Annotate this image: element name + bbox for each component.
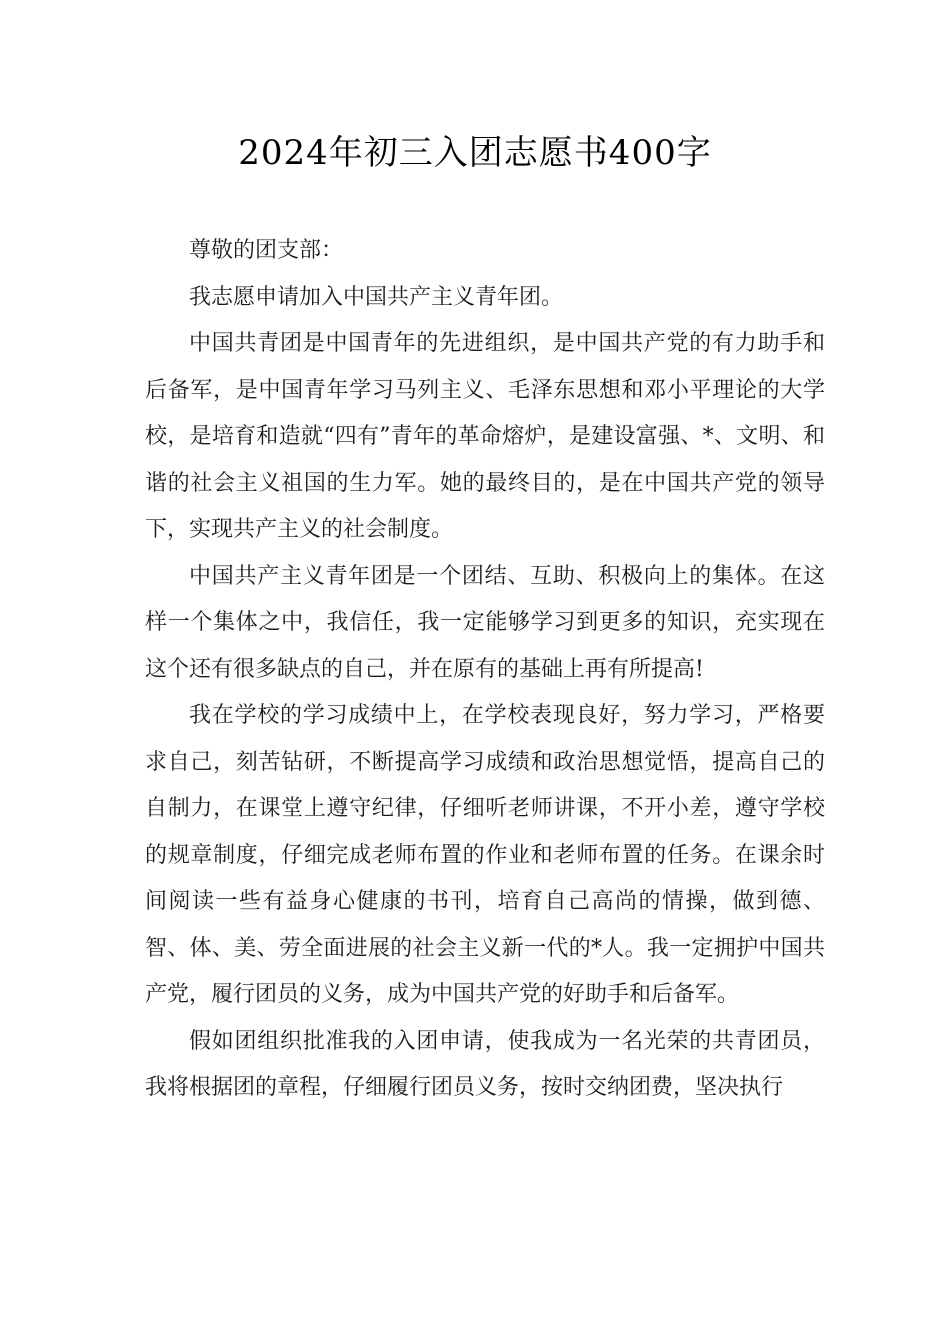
paragraph-3: 中国共产主义青年团是一个团结、互助、积极向上的集体。在这样一个集体之中，我信任，我一定能够学习到更多的知识，充实现在这个还有很多缺点的自己，并在原有的基础上再有所提高!	[145, 563, 825, 682]
salutation: 尊敬的团支部：	[189, 238, 344, 263]
document-title: 2024年初三入团志愿书400字	[238, 133, 712, 173]
paragraph-2: 中国共青团是中国青年的先进组织，是中国共产党的有力助手和后备军，是中国青年学习马列主义、毛泽东思想和邓小平理论的大学校，是培育和造就“四有”青年的革命熔炉，是建设富强、*、文明、和谐的社会主义祖国的生力军。她的最终目的，是在中国共产党的领导下，实现共产主义的社会制度。	[145, 331, 825, 542]
document-body	[145, 228, 825, 1112]
paragraph-4: 我在学校的学习成绩中上，在学校表现良好，努力学习，严格要求自己，刻苦钻研，不断提高学习成绩和政治思想觉悟，提高自己的自制力，在课堂上遵守纪律，仔细听老师讲课，不开小差，遵守学校的规章制度，仔细完成老师布置的作业和老师布置的任务。在课余时间阅读一些有益身心健康的书刊，培育自己高尚的情操，做到德、智、体、美、劳全面进展的社会主义新一代的*人。我一定拥护中国共产党，履行团员的义务，成为中国共产党的好助手和后备军。	[145, 703, 825, 1007]
paragraph-1: 我志愿申请加入中国共产主义青年团。	[189, 284, 564, 310]
paragraph-5: 假如团组织批准我的入团申请，使我成为一名光荣的共青团员，我将根据团的章程，仔细履行团员义务，按时交纳团费，坚决执行	[145, 1028, 825, 1100]
